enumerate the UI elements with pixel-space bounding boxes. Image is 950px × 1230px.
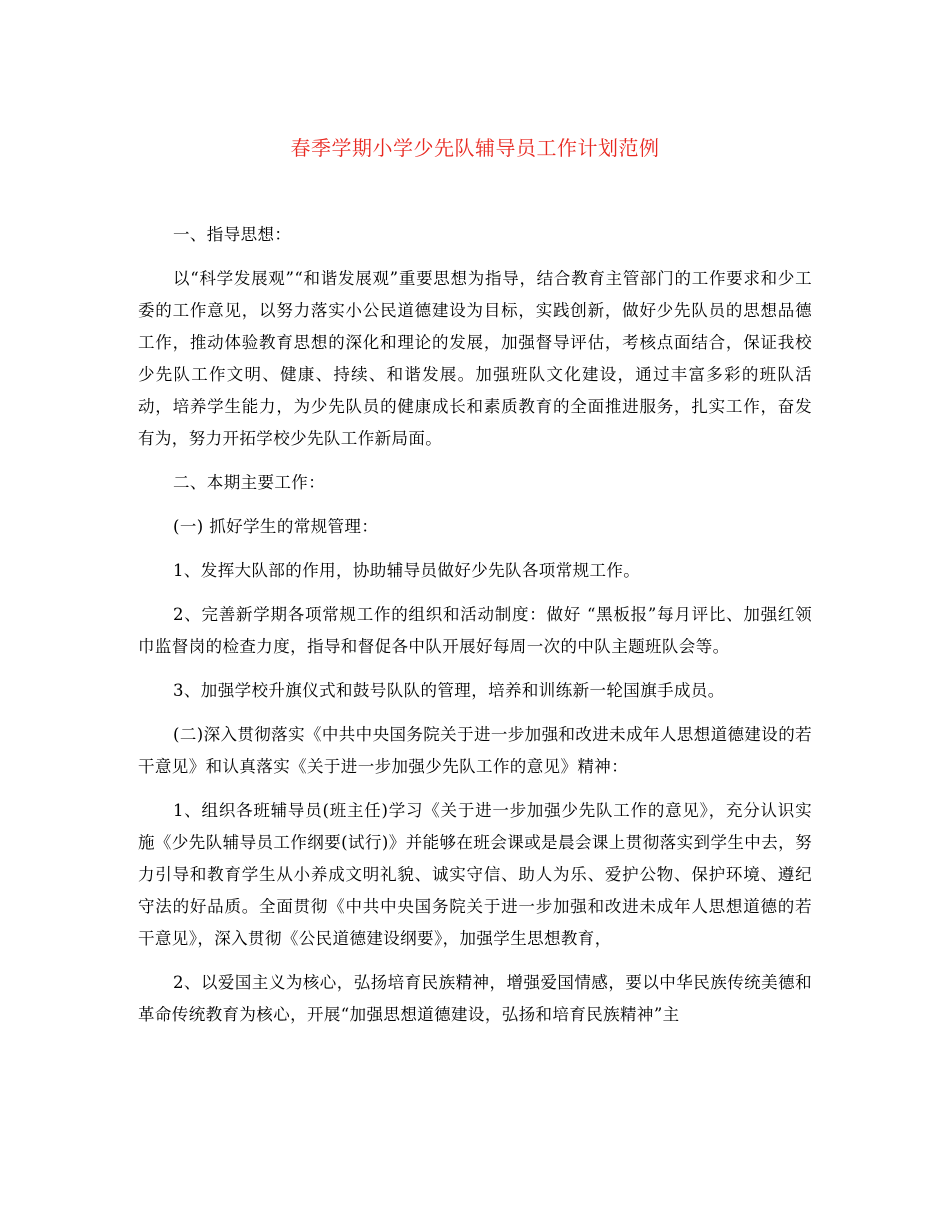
paragraph-item-2: 2、完善新学期各项常规工作的组织和活动制度：做好 “黑板报”每月评比、加强红领巾监督岗的检查力度，指导和督促各中队开展好每周一次的中队主题班队会等。 bbox=[138, 605, 812, 656]
paragraph-section-two-item-1: 1、组织各班辅导员(班主任)学习《关于进一步加强少先队工作的意见》，充分认识实施《少先队辅导员工作纲要(试行)》并能够在班会课或是晨会课上贯彻落实到学生中去，努力引导和教育学生从小养成文明礼貌、诚实守信、助人为乐、爱护公物、保护环境、遵纪守法的好品质。全面贯彻《中共中央国务院关于进一步加强和改进未成年人思想道德的若干意见》，深入贯彻《公民道德建设纲要》，加强学生思想教育， bbox=[138, 801, 812, 948]
paragraph-guiding-ideology: 以“科学发展观”“和谐发展观”重要思想为指导，结合教育主管部门的工作要求和少工委的工作意见，以努力落实小公民道德建设为目标，实践创新，做好少先队员的思想品德工作，推动体验教育思想的深化和理论的发展，加强督导评估，考核点面结合，保证我校少先队工作文明、健康、持续、和谐发展。加强班队文化建设，通过丰富多彩的班队活动，培养学生能力，为少先队员的健康成长和素质教育的全面推进服务，扎实工作，奋发有为，努力开拓学校少先队工作新局面。 bbox=[138, 269, 812, 448]
document-body bbox=[138, 219, 812, 1043]
paragraph-item-1: 1、发挥大队部的作用，协助辅导员做好少先队各项常规工作。 bbox=[173, 561, 641, 580]
paragraph-section-two-heading: (二)深入贯彻落实《中共中央国务院关于进一步加强和改进未成年人思想道德建设的若干意见》和认真落实《关于进一步加强少先队工作的意见》精神： bbox=[138, 725, 812, 776]
paragraph-main-work-heading: 二、本期主要工作： bbox=[173, 473, 326, 492]
paragraph-item-3: 3、加强学校升旗仪式和鼓号队队的管理，培养和训练新一轮国旗手成员。 bbox=[173, 681, 725, 700]
paragraph-section-two-item-2: 2、以爱国主义为核心，弘扬培育民族精神，增强爱国情感，要以中华民族传统美德和革命传统教育为核心，开展“加强思想道德建设，弘扬和培育民族精神”主 bbox=[138, 973, 812, 1024]
paragraph-section-one-heading: (一) 抓好学生的常规管理： bbox=[173, 517, 379, 536]
document-title: 春季学期小学少先队辅导员工作计划范例 bbox=[290, 136, 660, 160]
paragraph-guiding-ideology-heading: 一、指导思想： bbox=[173, 225, 292, 244]
